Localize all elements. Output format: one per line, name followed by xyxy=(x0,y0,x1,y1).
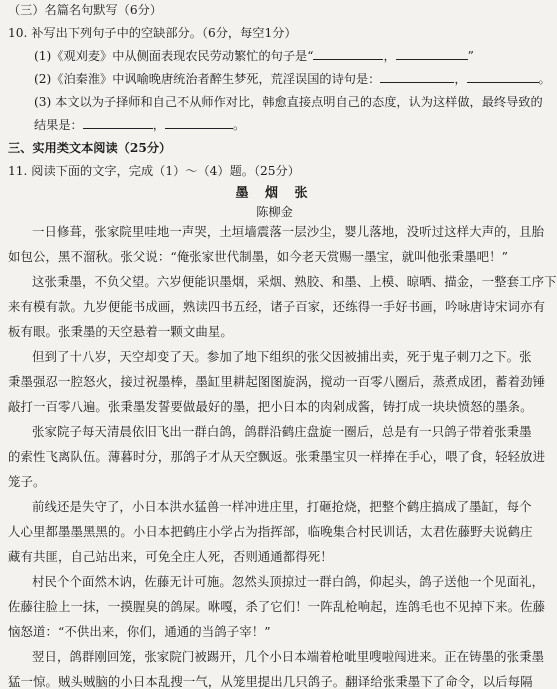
paragraph-1: 一日修葺，张家院里哇地一声哭，土垣墙震落一层沙尘，婴儿落地，没听过这样大声的，且胎 如包公，黑不溜秋。张父说：“俺张家世代制墨，如今老天赏赐一墨宝，就叫他张秉墨吧！” xyxy=(8,224,545,264)
article-body xyxy=(8,224,557,689)
q10-item-3-line-2: 结果是： ， 。 xyxy=(34,118,246,132)
answer-blank[interactable] xyxy=(380,72,454,83)
q10-item-1-text: (1)《观刈麦》中从侧面表现农民劳动繁忙的句子是“ xyxy=(34,49,314,63)
answer-blank[interactable] xyxy=(396,49,468,60)
q10-item-2: (2)《泊秦淮》中讽喻晚唐统治者醉生梦死，荒淫误国的诗句是： ， 。 xyxy=(34,72,551,86)
q10-stem: 10. 补写出下列句子中的空缺部分。（6分，每空1分） xyxy=(8,26,297,40)
paragraph-7: 翌日，鸽群刚回笼，张家院门被踢开，几个小日本端着枪呲里嗖啦闯进来。正在铸墨的张秉墨 猛一惊。贼头贼脑的小日本乱搜一气，从笼里提出几只鸽子。翻译给张秉墨下了命令，以后每隔 xyxy=(8,649,545,689)
section-heading-famous-lines: （三）名篇名句默写（6分） xyxy=(8,3,163,17)
answer-blank[interactable] xyxy=(313,49,383,60)
q10-item-1: (1)《观刈麦》中从侧面表现农民劳动繁忙的句子是“ ， ” xyxy=(34,49,474,63)
q10-item-2-text: (2)《泊秦淮》中讽喻晚唐统治者醉生梦死，荒淫误国的诗句是： xyxy=(34,72,381,86)
article-author: 陈柳金 xyxy=(256,205,293,219)
paragraph-4: 张家院子每天清晨依旧飞出一群白鸽，鸽群沿鹤庄盘旋一圈后，总是有一只鸽子带着张秉墨 的索性飞离队伍。薄暮时分，那鸽子才从天空飘返。张秉墨宝贝一样捧在手心，喂了食，轻轻放进 笼子。 xyxy=(8,424,546,489)
answer-blank[interactable] xyxy=(165,118,233,129)
answer-blank[interactable] xyxy=(467,72,539,83)
article-title: 墨 烟 张 xyxy=(235,186,314,201)
q11-stem: 11. 阅读下面的文字，完成（1）～（4）题。（25分） xyxy=(8,164,300,178)
section-heading-practical-reading: 三、实用类文本阅读（25分） xyxy=(8,141,172,155)
paragraph-5: 前线还是失守了，小日本洪水猛兽一样冲进庄里，打砸抢烧，把整个鹤庄搞成了墨缸，每个 人心里都墨墨黑黑的。小日本把鹤庄小学占为指挥部，临晚集合村民训话，太君佐藤野夫说鹤庄 藏有共匪，自己站出来，可免全庄人死，否则通通都得死！ xyxy=(8,499,533,564)
answer-blank[interactable] xyxy=(83,118,153,129)
paragraph-3: 但到了十八岁，天空却变了天。参加了地下组织的张父因被捕出卖，死于鬼子刺刀之下。张 秉墨强忍一腔怒火，接过祝墨棒，墨缸里耕起图图旋涡，搅动一百零八圈后，蒸煮成团，蓄着劲锤 敲打一百零八遍。张秉墨发誓要做最好的墨，把小日本的肉剁成酱，铸打成一块块愤怒的墨条。 xyxy=(8,349,546,414)
paragraph-2: 这张秉墨，不负父望。六岁便能识墨烟，采烟、熟胶、和墨、上模、晾晒、描金，一整套工序下 来有模有款。九岁便能书成画，熟读四书五经，诸子百家，还练得一手好书画，吟咏唐诗宋词亦有 板有眼。张秉墨的天空悬着一颗文曲星。 xyxy=(8,274,557,339)
q10-item-3-line-1: (3) 本文以为子择师和自己不从师作对比，韩愈直接点明自己的态度，认为这样做，最终导致的 xyxy=(34,95,543,109)
paragraph-6: 村民个个面然木讷，佐藤无计可施。忽然头顶掠过一群白鸽，仰起头，鸽子送他一个见面礼， 佐藤往脸上一抹，一摸腥臭的鸽屎。咻嘎，杀了它们！一阵乱枪响起，连鸽毛也不见掉下来。佐藤 恼怒道：“不供出来，你们，通通的当鸽子宰！” xyxy=(8,574,546,639)
